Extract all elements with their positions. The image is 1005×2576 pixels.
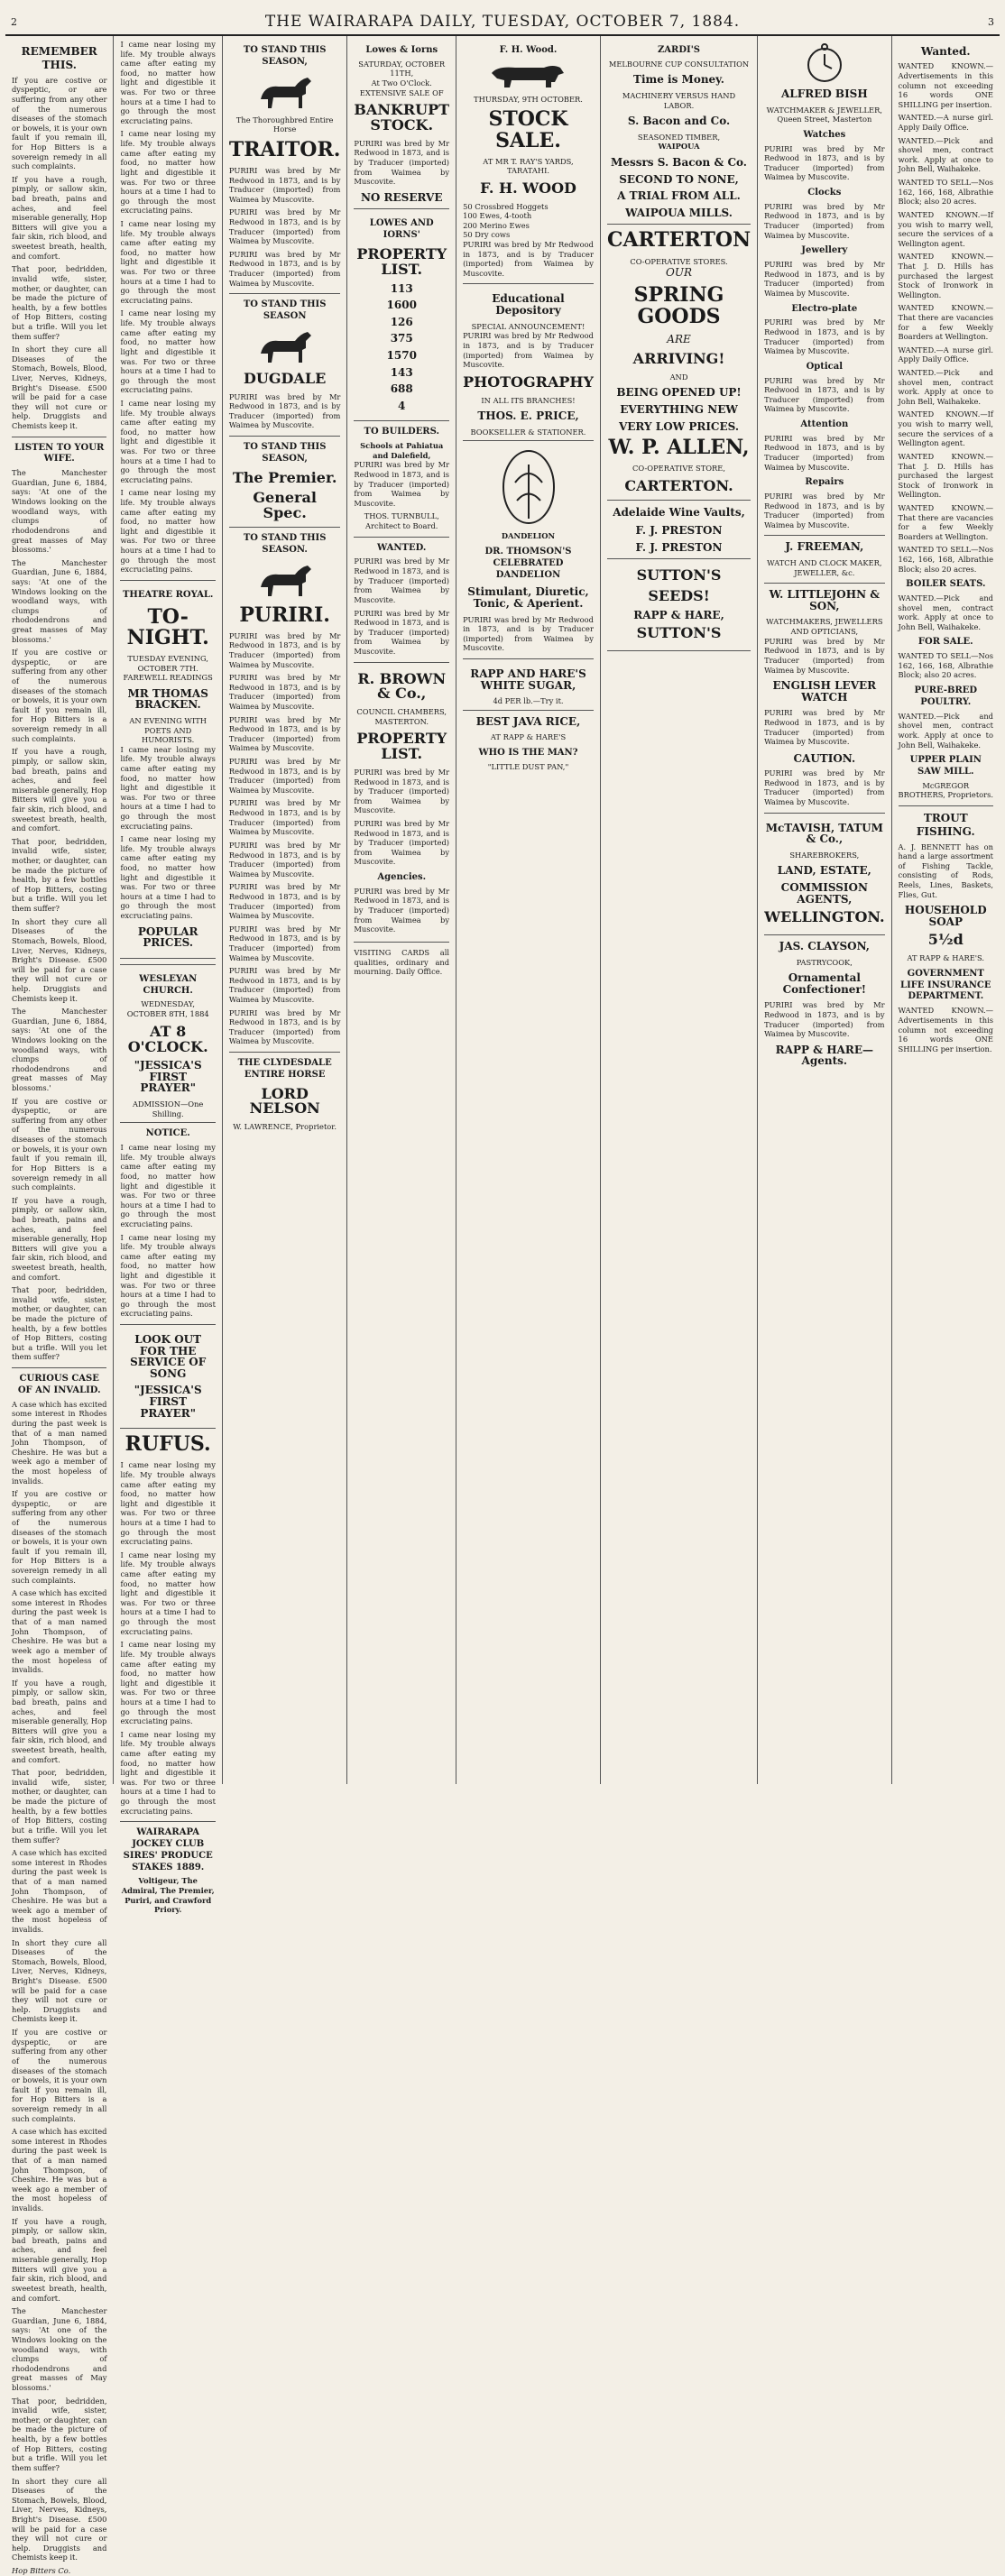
wanted-ad: WANTED KNOWN.—That J. D. Hills has purchased the largest Stock of Ironwork in Wellington. [898, 451, 993, 500]
col1-paragraph: In short they cure all Diseases of the Stomach, Bowels, Blood, Liver, Nerves, Kidneys, Bright's Disease. £500 will be paid for a case they will not cure or help. Druggists and Chemists keep it. [12, 916, 107, 1003]
poultry-heading: PURE-BRED POULTRY. [914, 685, 978, 707]
cattle-illustration-icon [488, 60, 569, 91]
col3-paragraph: PURIRI was bred by Mr Redwood in 1873, and is by Traducer (imported) from Waimea by Muscovite. [228, 798, 341, 837]
confectioner: Ornamental Confectioner! [782, 971, 867, 996]
col7-paragraph: PURIRI was bred by Mr Redwood in 1873, and is by Traducer (imported) from Waimea by Muscovite. [764, 375, 885, 414]
jockey-sires: Voltigeur, The Admiral, The Premier, Puriri, and Crawford Priory. [121, 1876, 215, 1915]
premier-title: The Premier. [232, 468, 337, 486]
col3-paragraph: PURIRI was bred by Mr Redwood in 1873, and is by Traducer (imported) from Waimea by Muscovite. [228, 966, 341, 1005]
puriri-title: PURIRI. [239, 603, 330, 627]
col1-paragraph: If you have a rough, pimply, or sallow skin, bad breath, pains and aches, and feel miserable generally, Hop Bitters will give you a fair skin, rich blood, and sweetest breath, health, and comfort. [12, 174, 107, 261]
wanted-ad: WANTED TO SELL—Nos 162, 166, 168, Albrathie Block; also 20 acres. [898, 178, 993, 207]
dandelion-heading: DR. THOMSON'S CELEBRATED DANDELION [484, 546, 572, 580]
brown-ad [354, 662, 449, 943]
sale-kind: EXTENSIVE SALE OF [359, 87, 444, 97]
property-list-ad [354, 208, 449, 421]
brown-title: R. BROWN & Co., [357, 669, 447, 703]
acreage-item: 4 [398, 399, 406, 412]
col1-paragraph: In short they cure all Diseases of the Stomach, Bowels, Blood, Liver, Nerves, Kidneys, Bright's Disease. £500 will be paid for a case they will not cure or help. Druggists and Chemists keep it. [12, 1937, 107, 2024]
auctioneer-name: Lowes & Iorns [365, 45, 438, 55]
sutton-ad [607, 558, 751, 651]
church-date: WEDNESDAY, OCTOBER 8TH, 1884 [126, 999, 209, 1019]
wanted-ad: WANTED TO SELL—Nos 162, 166, 168, Albrathie Block; also 20 acres. [898, 545, 993, 574]
col1-paragraph: If you are costive or dyspeptic, or are suffering from any other of the numerous diseases of the stomach or bowels, it is your own fault if you remain ill, for Hop Bitters is a sovereign remedy in all such complaints. [12, 1096, 107, 1192]
col7-paragraph: PURIRI was bred by Mr Redwood in 1873, and is by Traducer (imported) from Waimea by Muscovite. [764, 1000, 885, 1039]
coop-store: CO-OPERATIVE STORE, [632, 464, 725, 474]
stock-item: 200 Merino Ewes [463, 220, 530, 230]
col1-heading: REMEMBER THIS. [21, 45, 97, 72]
littlejohn-trade: WATCHMAKERS, JEWELLERS AND OPTICIANS, [766, 617, 883, 637]
sale-date: SATURDAY, OCTOBER 11TH, [358, 59, 446, 78]
col4-paragraph: PURIRI was bred by Mr Redwood in 1873, and is by Traducer (imported) from Waimea by Muscovite. [354, 608, 450, 656]
church-ad [120, 964, 215, 1123]
commission-agents: COMMISSION AGENTS, [780, 880, 868, 906]
service-title: LOOK OUT FOR THE SERVICE OF SONG [130, 1333, 207, 1380]
performer-name: MR THOMAS BRACKEN. [127, 686, 208, 712]
jewellery-heading: Jewellery [801, 245, 848, 256]
service-ad [120, 1324, 215, 1429]
all-branches: IN ALL ITS BRANCHES! [481, 395, 576, 405]
property-list-title-2: PROPERTY LIST. [356, 730, 447, 763]
acreage-item: 1600 [386, 299, 417, 312]
divider [120, 1821, 215, 1822]
page-header [0, 0, 1005, 36]
col1-paragraph: In short they cure all Diseases of the Stomach, Bowels, Blood, Liver, Nerves, Kidneys, Bright's Disease. £500 will be paid for a case they will not cure or help. Druggists and Chemists keep it. [12, 2476, 107, 2562]
col3-paragraph: PURIRI was bred by Mr Redwood in 1873, and is by Traducer (imported) from Waimea by Muscovite. [228, 391, 341, 430]
col1-paragraph: If you have a rough, pimply, or sallow skin, bad breath, pains and aches, and feel miserable generally, Hop Bitters will give you a fair skin, rich blood, and sweetest breath, health, and comfort. [12, 2216, 107, 2303]
column-1 [5, 36, 114, 2575]
horse-illustration-icon [254, 327, 317, 366]
col1-paragraph: That poor, bedridden, invalid wife, sister, mother, or daughter, can be made the picture of health, by a few bottles of Hop Bitters, costing but a trifle. Will you let them suffer? [12, 1285, 107, 1362]
col2-paragraph: I came near losing my life. My trouble always came after eating my food, no matter how light and digestible it was. For two or three hours at a time I had to go through the most excruciating pains. [120, 308, 216, 395]
divider [607, 500, 751, 501]
notice-heading: NOTICE. [145, 1128, 190, 1139]
stand-heading: TO STAND THIS SEASON, [243, 442, 327, 464]
visiting-cards: VISITING CARDS all qualities, ordinary and mourning. Daily Office. [354, 947, 450, 977]
col4-paragraph: PURIRI was bred by Mr Redwood in 1873, and is by Traducer (imported) from Waimea by Muscovite. [354, 886, 450, 934]
special-announcement: SPECIAL ANNOUNCEMENT! [471, 321, 585, 331]
col1-paragraph: A case which has excited some interest in Rhodes during the past week is that of a man named John Thompson, of Cheshire. He was but a week ago a member of the most hopeless of invalids. [12, 1399, 107, 1486]
col2-paragraph: I came near losing my life. My trouble always came after eating my food, no matter how light and digestible it was. For two or three hours at a time I had to go through the most excruciating pains. [120, 1143, 216, 1228]
prices-heading: POPULAR PRICES. [137, 925, 198, 950]
sugar-ad [463, 658, 594, 711]
col1-paragraph: That poor, bedridden, invalid wife, sister, mother, or daughter, can be made the picture of health, by a few bottles of Hop Bitters, costing but a trifle. Will you let them suffer? [12, 2396, 107, 2472]
page-number-left: 2 [11, 16, 17, 28]
soap-price: 5½d [927, 931, 964, 949]
horse-subtitle: The Thoroughbred Entire Horse [235, 115, 334, 134]
col1-paragraph: The Manchester Guardian, June 6, 1884, says: 'At one of the Windows looking on the woodland ways, with clumps of rhododendrons and great masses of May blossoms.' [12, 1007, 107, 1093]
col4-paragraph: PURIRI was bred by Mr Redwood in 1873, and is by Traducer (imported) from Waimea by Muscovite. [354, 557, 450, 604]
divider [764, 583, 884, 584]
wanted-heading: Wanted. [920, 45, 971, 58]
column-3 [223, 36, 348, 1784]
photography-title: PHOTOGRAPHY [463, 373, 594, 391]
bish-title: ALFRED BISH [780, 87, 868, 100]
col1-paragraph: A case which has excited some interest in Rhodes during the past week is that of a man named John Thompson, of Cheshire. He was but a week ago a member of the most hopeless of invalids. [12, 1848, 107, 1934]
mctavish-line-2: LAND, ESTATE, [777, 864, 871, 878]
sale-date: THURSDAY, 9TH OCTOBER. [474, 94, 583, 104]
col1-paragraph: If you are costive or dyspeptic, or are suffering from any other of the numerous diseases of the stomach or bowels, it is your own fault if you remain ill, for Hop Bitters is a sovereign remedy in all such complaints. [12, 2028, 107, 2123]
attention-heading: Attention [800, 419, 849, 429]
col2-paragraph: I came near losing my life. My trouble always came after eating my food, no matter how light and digestible it was. For two or three hours at a time I had to go through the most excruciating pains. [120, 1640, 216, 1726]
wanted-ad: WANTED.—Pick and shovel men, contract work. Apply at once to John Bell, Waihakeke. [898, 135, 993, 174]
col7-paragraph: PURIRI was bred by Mr Redwood in 1873, and is by Traducer (imported) from Waimea by Muscovite. [764, 433, 885, 472]
divider [899, 805, 993, 806]
littlejohn-title: W. LITTLEJOHN & SON, [769, 588, 881, 612]
col1-subheading: LISTEN TO YOUR WIFE. [14, 442, 105, 465]
horse-illustration-icon [254, 72, 317, 112]
divider [354, 537, 449, 538]
col2-paragraph: I came near losing my life. My trouble always came after eating my food, no matter how light and digestible it was. For two or three hours at a time I had to go through the most excruciating pains. [120, 1232, 216, 1319]
church-heading: WESLEYAN CHURCH. [139, 973, 198, 996]
soap-title: HOUSEHOLD SOAP [904, 904, 987, 928]
stand-heading: TO STAND THIS SEASON. [243, 533, 327, 555]
col1-paragraph: If you have a rough, pimply, or sallow skin, bad breath, pains and aches, and feel miserable generally, Hop Bitters will give you a fair skin, rich blood, and sweetest breath, health, and comfort. [12, 1678, 107, 1764]
divider [229, 436, 341, 437]
no-reserve: NO RESERVE [360, 190, 443, 204]
seasoned-timber: SEASONED TIMBER, [637, 132, 721, 142]
divider [12, 1367, 106, 1368]
col7-paragraph: PURIRI was bred by Mr Redwood in 1873, and is by Traducer (imported) from Waimea by Muscovite. [764, 708, 885, 747]
col3-paragraph: PURIRI was bred by Mr Redwood in 1873, and is by Traducer (imported) from Waimea by Muscovite. [228, 882, 341, 921]
sale-location: AT MR T. RAY'S YARDS, TARATAHI. [483, 156, 574, 176]
agencies-heading: Agencies. [377, 872, 427, 883]
waipoua-mills: WAIPOUA MILLS. [625, 206, 733, 219]
time-money-title: Time is Money. [633, 73, 724, 87]
col3-paragraph: PURIRI was bred by Mr Redwood in 1873, and is by Traducer (imported) from Waimea by Muscovite. [228, 673, 341, 711]
boiler-seats-heading: BOILER SEATS. [906, 579, 986, 590]
col2-paragraph: I came near losing my life. My trouble always came after eating my food, no matter how light and digestible it was. For two or three hours at a time I had to go through the most excruciating pains. [120, 1460, 216, 1547]
freeman-title: J. FREEMAN, [785, 540, 864, 554]
col3-paragraph: PURIRI was bred by Mr Redwood in 1873, and is by Traducer (imported) from Waimea by Muscovite. [228, 249, 341, 288]
bish-address: Queen Street, Masterton [777, 115, 872, 124]
column-5 [456, 36, 601, 1784]
divider [229, 527, 341, 528]
col1-subheading: CURIOUS CASE OF AN INVALID. [17, 1374, 101, 1395]
wanted-ad: WANTED.—A nurse girl. Apply Daily Office. [898, 113, 993, 133]
repairs-heading: Repairs [805, 477, 844, 488]
columns [5, 36, 1000, 2575]
life-insurance-heading: GOVERNMENT LIFE INSURANCE DEPARTMENT. [900, 968, 991, 1002]
watches-heading: Watches [803, 129, 846, 140]
stimulant-title: Stimulant, Diuretic, Tonic, & Aperient. [467, 585, 589, 610]
col1-paragraph: A case which has excited some interest in Rhodes during the past week is that of a man named John Thompson, of Cheshire. He was but a week ago a member of the most hopeless of invalids. [12, 1588, 107, 1675]
divider [764, 535, 884, 536]
waipoua: WAIPOUA [658, 142, 700, 152]
mctavish-title: McTAVISH, TATUM & Co., [765, 821, 883, 846]
col3-paragraph: PURIRI was bred by Mr Redwood in 1873, and is by Traducer (imported) from Waimea by Muscovite. [228, 924, 341, 962]
bookseller: BOOKSELLER & STATIONER. [470, 427, 586, 437]
col5-paragraph: PURIRI was bred by Mr Redwood in 1873, and is by Traducer (imported) from Waimea by Muscovite. [463, 331, 594, 370]
bacon-title-2: Messrs S. Bacon & Co. [611, 156, 747, 170]
acreage-item: 113 [390, 281, 413, 295]
dandelion-illustration-icon [497, 446, 560, 528]
who-heading: WHO IS THE MAN? [478, 747, 578, 758]
theatre-heading: THEATRE ROYAL. [122, 589, 214, 600]
preston-title-2: F. J. PRESTON [635, 540, 723, 554]
col2-paragraph: I came near losing my life. My trouble always came after eating my food, no matter how light and digestible it was. For two or three hours at a time I had to go through the most excruciating pains. [120, 1550, 216, 1636]
col7-paragraph: PURIRI was bred by Mr Redwood in 1873, and is by Traducer (imported) from Waimea by Muscovite. [764, 201, 885, 240]
seeds-title: SEEDS! [648, 587, 710, 605]
optical-heading: Optical [806, 361, 844, 372]
traitor-title: TRAITOR. [228, 137, 341, 161]
stock-item: 50 Crossbred Hoggets [463, 201, 549, 211]
sutton-title: SUTTON'S [636, 566, 722, 584]
rice-title: BEST JAVA RICE, [475, 714, 581, 728]
col2-paragraph: I came near losing my life. My trouble always came after eating my food, no matter how light and digestible it was. For two or three hours at a time I had to go through the most excruciating pains. [120, 398, 216, 484]
trial-from-all: A TRIAL FROM ALL. [617, 189, 741, 203]
stand-heading: TO STAND THIS SEASON [243, 299, 327, 322]
and-text: AND [669, 372, 688, 382]
educational-ad [463, 283, 594, 441]
col5-paragraph: PURIRI was bred by Mr Redwood in 1873, and is by Traducer (imported) from Waimea by Muscovite. [463, 240, 594, 278]
col1-paragraph: That poor, bedridden, invalid wife, sister, mother, or daughter, can be made the picture of health, by a few bottles of Hop Bitters, costing but a trifle. Will you let them suffer? [12, 836, 107, 914]
trout-fishing-heading: TROUT FISHING. [916, 811, 975, 839]
arriving-title: ARRIVING! [632, 350, 725, 368]
col4-paragraph: PURIRI was bred by Mr Redwood in 1873, and is by Traducer (imported) from Waimea by Muscovite. [354, 460, 450, 508]
melbourne-cup: MELBOURNE CUP CONSULTATION [608, 59, 750, 69]
col3-paragraph: PURIRI was bred by Mr Redwood in 1873, and is by Traducer (imported) from Waimea by Muscovite. [228, 207, 341, 246]
carterton-title-2: CARTERTON. [624, 476, 733, 494]
sugar-title: RAPP AND HARE'S WHITE SUGAR, [470, 667, 586, 692]
col7-paragraph: PURIRI was bred by Mr Redwood in 1873, and is by Traducer (imported) from Waimea by Muscovite. [764, 636, 885, 675]
divider [229, 293, 341, 294]
very-low-prices-title: VERY LOW PRICES. [618, 419, 740, 433]
being-opened-title: BEING OPENED UP! [616, 386, 742, 400]
page-number-right: 3 [988, 16, 994, 28]
adelaide-heading: Adelaide Wine Vaults, [613, 505, 745, 519]
col3-paragraph: PURIRI was bred by Mr Redwood in 1873, and is by Traducer (imported) from Waimea by Muscovite. [228, 757, 341, 795]
col1-paragraph: The Manchester Guardian, June 6, 1884, says: 'At one of the Windows looking on the woodland ways, with clumps of rhododendrons and great masses of May blossoms.' [12, 468, 107, 555]
architect-line: THOS. TURNBULL, Architect to Board. [364, 511, 439, 531]
freeman-trade: WATCH AND CLOCK MAKER, JEWELLER, &c. [767, 558, 882, 577]
col3-paragraph: PURIRI was bred by Mr Redwood in 1873, and is by Traducer (imported) from Waimea by Muscovite. [228, 165, 341, 204]
jockey-club-heading: WAIRARAPA JOCKEY CLUB SIRES' PRODUCE STAKES 1889. [123, 1827, 213, 1872]
wanted-ad: WANTED KNOWN.—Advertisements in this column not exceeding 16 words ONE SHILLING per insertion. [898, 61, 993, 109]
auctioneer-name: F. H. Wood. [499, 45, 558, 55]
col1-paragraph: If you are costive or dyspeptic, or are suffering from any other of the numerous diseases of the stomach or bowels, it is your own fault if you remain ill, for Hop Bitters is a sovereign remedy in all such complaints. [12, 75, 107, 171]
wellington-title: WELLINGTON. [764, 908, 885, 926]
saw-mill-heading: UPPER PLAIN SAW MILL. [909, 755, 982, 777]
brown-address: COUNCIL CHAMBERS, MASTERTON. [356, 707, 447, 726]
col1-paragraph: A case which has excited some interest in Rhodes during the past week is that of a man named John Thompson, of Cheshire. He was but a week ago a member of the most hopeless of invalids. [12, 2127, 107, 2213]
col2-paragraph: I came near losing my life. My trouble always came after eating my food, no matter how light and digestible it was. For two or three hours at a time I had to go through the most excruciating pains. [120, 488, 216, 575]
wanted-ad: WANTED KNOWN.—If you wish to marry well, secure the services of a Wellington agent. [898, 409, 993, 448]
dandelion-label: DANDELION [501, 531, 556, 541]
column-6 [601, 36, 758, 1784]
theatre-sub: FAREWELL READINGS [123, 673, 213, 683]
col3-paragraph: PURIRI was bred by Mr Redwood in 1873, and is by Traducer (imported) from Waimea by Muscovite. [228, 840, 341, 879]
spring-goods-title: SPRING GOODS [633, 283, 724, 328]
horse-illustration-icon [254, 560, 317, 600]
col1-paragraph: If you have a rough, pimply, or sallow skin, bad breath, pains and aches, and feel miserable generally, Hop Bitters will give you a fair skin, rich blood, and sweetest breath, health, and comfort. [12, 1195, 107, 1282]
clocks-heading: Clocks [807, 188, 842, 198]
lord-nelson-title: LORD NELSON [249, 1084, 320, 1118]
col7-paragraph: PURIRI was bred by Mr Redwood in 1873, and is by Traducer (imported) from Waimea by Muscovite. [764, 768, 885, 806]
electroplate-heading: Electro-plate [791, 303, 858, 314]
wanted-ad: WANTED.—Pick and shovel men, contract work. Apply at once to John Bell, Waihakeke. [898, 711, 993, 750]
rice-seller: AT RAPP & HARE'S [490, 732, 567, 742]
second-to-none: SECOND TO NONE, [619, 172, 739, 186]
proprietor: W. LAWRENCE, Proprietor. [233, 1122, 337, 1132]
tonight-title: TO-NIGHT. [126, 604, 209, 649]
mcgregor: McGREGOR BROTHERS, Proprietors. [898, 780, 994, 800]
wanted-ad: WANTED KNOWN.—That J. D. Hills has purchased the largest Stock of Ironwork in Wellington. [898, 252, 993, 299]
column-2 [114, 36, 222, 1915]
rufus-title: RUFUS. [124, 1432, 211, 1457]
col1-paragraph: If you have a rough, pimply, or sallow skin, bad breath, pains and aches, and feel miserable generally, Hop Bitters will give you a fair skin, rich blood, and sweetest breath, health, and comfort. [12, 747, 107, 833]
col4-paragraph: PURIRI was bred by Mr Redwood in 1873, and is by Traducer (imported) from Waimea by Muscovite. [354, 138, 450, 187]
watch-illustration-icon [805, 43, 844, 83]
wanted-ad: WANTED.—Pick and shovel men, contract work. Apply at once to John Bell, Waihakeke. [898, 368, 993, 406]
bacon-title: S. Bacon and Co. [627, 115, 731, 128]
machinery: MACHINERY VERSUS HAND LABOR. [622, 91, 736, 110]
col4-paragraph: PURIRI was bred by Mr Redwood in 1873, and is by Traducer (imported) from Waimea by Muscovite. [354, 767, 450, 815]
newspaper-title: THE WAIRARAPA DAILY, TUESDAY, OCTOBER 7, 1884. [264, 13, 741, 31]
wanted-ad: WANTED KNOWN.—If you wish to marry well, secure the services of a Wellington agent. [898, 209, 993, 248]
are-text: ARE [667, 332, 691, 345]
sugar-price: 4d PER lb.—Try it. [493, 696, 564, 706]
mctavish-line: SHAREBROKERS, [789, 850, 860, 860]
pastrycook: PASTRYCOOK, [796, 957, 853, 967]
builders-heading: TO BUILDERS. [364, 427, 439, 437]
allen-title: W. P. ALLEN, [608, 436, 750, 460]
preston-title: F. J. PRESTON [635, 524, 723, 538]
our-text: OUR [666, 266, 693, 280]
col1-paragraph: If you are costive or dyspeptic, or are suffering from any other of the numerous diseases of the stomach or bowels, it is your own fault if you remain ill, for Hop Bitters is a sovereign remedy in all such complaints. [12, 648, 107, 743]
lever-watch: ENGLISH LEVER WATCH [772, 679, 877, 704]
jessica-title-2: "JESSICA'S FIRST PRAYER" [134, 1384, 202, 1420]
wanted-ad: WANTED KNOWN.—That there are vacancies for a few Weekly Boarders at Wellington. [898, 303, 993, 342]
coop-stores: CO-OPERATIVE STORES. [630, 256, 728, 266]
col1-paragraph: The Manchester Guardian, June 6, 1884, says: 'At one of the Windows looking on the woodland ways, with clumps of rhododendrons and great masses of May blossoms.' [12, 557, 107, 644]
col1-footer: Hop Bitters Co. [12, 2565, 71, 2575]
col2-paragraph: I came near losing my life. My trouble always came after eating my food, no matter how light and digestible it was. For two or three hours at a time I had to go through the most excruciating pains. [120, 218, 216, 305]
mctavish-ad [764, 813, 884, 935]
caution-heading: CAUTION. [793, 751, 856, 765]
dust-pan: "LITTLE DUST PAN," [487, 761, 569, 771]
clydesdale-heading: THE CLYDESDALE ENTIRE HORSE [237, 1058, 332, 1080]
divider [229, 1052, 341, 1053]
col1-paragraph: That poor, bedridden, invalid wife, sister, mother, or daughter, can be made the picture of health, by a few bottles of Hop Bitters, costing but a trifle. Will you let them suffer? [12, 264, 107, 341]
acreage-item: 688 [390, 382, 413, 396]
col3-paragraph: PURIRI was bred by Mr Redwood in 1873, and is by Traducer (imported) from Waimea by Muscovite. [228, 1007, 341, 1046]
col5-paragraph: PURIRI was bred by Mr Redwood in 1873, and is by Traducer (imported) from Waimea by Muscovite. [463, 614, 594, 653]
wanted-ad: WANTED TO SELL—Nos 162, 166, 168, Albrathie Block; also 20 acres. [898, 651, 993, 680]
price-title: THOS. E. PRICE, [477, 409, 579, 423]
column-7 [758, 36, 891, 1784]
acreage-item: 1570 [386, 349, 417, 363]
acreage-item: 126 [390, 315, 413, 328]
stock-item: 50 Dry cows [463, 230, 511, 240]
wanted-ad: WANTED.—Pick and shovel men, contract work. Apply at once to John Bell, Waihakeke. [898, 593, 993, 631]
theatre-ad [120, 580, 215, 959]
educational-title: Educational Depository [492, 292, 565, 317]
wanted-ad: WANTED KNOWN.—That there are vacancies for a few Weekly Boarders at Wellington. [898, 502, 993, 541]
jessica-title: "JESSICA'S FIRST PRAYER" [134, 1059, 202, 1095]
soap-seller: AT RAPP & HARE'S. [907, 953, 985, 963]
dugdale-title: DUGDALE [244, 369, 327, 387]
col2-paragraph: I came near losing my life. My trouble always came after eating my food, no matter how light and digestible it was. For two or three hours at a time I had to go through the most excruciating pains. [120, 744, 216, 831]
col7-paragraph: PURIRI was bred by Mr Redwood in 1873, and is by Traducer (imported) from Waimea by Muscovite. [764, 317, 885, 356]
stock-item: 100 Ewes, 4-tooth [463, 211, 532, 221]
acreage-item: 143 [390, 365, 413, 379]
col7-paragraph: PURIRI was bred by Mr Redwood in 1873, and is by Traducer (imported) from Waimea by Muscovite. [764, 492, 885, 529]
column-8 [892, 36, 1000, 1784]
col7-paragraph: PURIRI was bred by Mr Redwood in 1873, and is by Traducer (imported) from Waimea by Muscovite. [764, 260, 885, 298]
col2-paragraph: I came near losing my life. My trouble always came after eating my food, no matter how light and digestible it was. For two or three hours at a time I had to go through the most excruciating pains. [120, 129, 216, 216]
divider [607, 224, 751, 225]
theatre-date: TUESDAY EVENING, OCTOBER 7TH. [127, 653, 208, 673]
stand-heading: TO STAND THIS SEASON, [243, 45, 327, 67]
col1-paragraph: That poor, bedridden, invalid wife, sister, mother, or daughter, can be made the picture of health, by a few bottles of Hop Bitters, costing but a trifle. Will you let them suffer? [12, 1768, 107, 1845]
bankrupt-stock-title: BANKRUPT STOCK. [354, 101, 450, 134]
col4-paragraph: PURIRI was bred by Mr Redwood in 1873, and is by Traducer (imported) from Waimea by Muscovite. [354, 819, 450, 867]
wanted-ad: WANTED.—A nurse girl. Apply Daily Office. [898, 345, 993, 364]
property-list-sub: LOWES AND IORNS' [369, 218, 434, 241]
theatre-program: AN EVENING WITH POETS AND HUMORISTS. [129, 715, 207, 745]
col2-paragraph: I came near losing my life. My trouble always came after eating my food, no matter how light and digestible it was. For two or three hours at a time I had to go through the most excruciating pains. [120, 40, 216, 125]
acreage-item: 375 [390, 332, 413, 345]
col3-paragraph: PURIRI was bred by Mr Redwood in 1873, and is by Traducer (imported) from Waimea by Muscovite. [228, 630, 341, 669]
admission: ADMISSION—One Shilling. [133, 1099, 204, 1118]
sale-time: At Two O'Clock. [371, 78, 432, 88]
wood-title: F. H. WOOD [480, 179, 576, 197]
bish-trade: WATCHMAKER & JEWELLER, [766, 105, 882, 115]
zardi-heading: ZARDI'S [658, 45, 701, 55]
everything-new-title: EVERYTHING NEW [620, 403, 738, 417]
col1-paragraph: If you are costive or dyspeptic, or are suffering from any other of the numerous diseases of the stomach or bowels, it is your own fault if you remain ill, for Hop Bitters is a sovereign remedy in all such complaints. [12, 1489, 107, 1585]
sutton-title-2: SUTTON'S [636, 624, 722, 642]
church-time: AT 8 O'CLOCK. [127, 1022, 208, 1055]
clayson-title: JAS. CLAYSON, [779, 939, 870, 952]
wanted-heading: WANTED. [377, 542, 427, 553]
stock-sale-title: STOCK SALE. [488, 107, 568, 152]
rapp-hare-agents: RAPP & HARE—Agents. [775, 1043, 873, 1068]
col7-paragraph: PURIRI was bred by Mr Redwood in 1873, and is by Traducer (imported) from Waimea by Muscovite. [764, 143, 885, 182]
col1-paragraph: The Manchester Guardian, June 6, 1884, says: 'At one of the Windows looking on the woodland ways, with clumps of rhododendrons and great masses of May blossoms.' [12, 2306, 107, 2393]
wanted-ad: WANTED KNOWN.—Advertisements in this column not exceeding 16 words ONE SHILLING per insertion. [898, 1006, 993, 1053]
col2-paragraph: I came near losing my life. My trouble always came after eating my food, no matter how light and digestible it was. For two or three hours at a time I had to go through the most excruciating pains. [120, 834, 216, 921]
column-4 [347, 36, 456, 1784]
trout-ad: A. J. BENNETT has on hand a large assortment of Fishing Tackle, consisting of Rods, Reels, Lines, Baskets, Flies, Gut. [898, 842, 993, 899]
schools-line: Schools at Pahiatua and Dalefield, [360, 441, 444, 460]
rapp-hare-title: RAPP & HARE, [633, 608, 724, 621]
for-sale-heading: FOR SALE. [917, 637, 973, 648]
carterton-title: CARTERTON [606, 228, 751, 253]
property-list-title: PROPERTY LIST. [356, 245, 447, 278]
col3-paragraph: PURIRI was bred by Mr Redwood in 1873, and is by Traducer (imported) from Waimea by Muscovite. [228, 714, 341, 753]
col1-paragraph: In short they cure all Diseases of the Stomach, Bowels, Blood, Liver, Nerves, Kidneys, Bright's Disease. £500 will be paid for a case they will not cure or help. Druggists and Chemists keep it. [12, 345, 107, 431]
col2-paragraph: I came near losing my life. My trouble always came after eating my food, no matter how light and digestible it was. For two or three hours at a time I had to go through the most excruciating pains. [120, 1729, 216, 1816]
general-spec-title: General Spec. [253, 489, 317, 522]
